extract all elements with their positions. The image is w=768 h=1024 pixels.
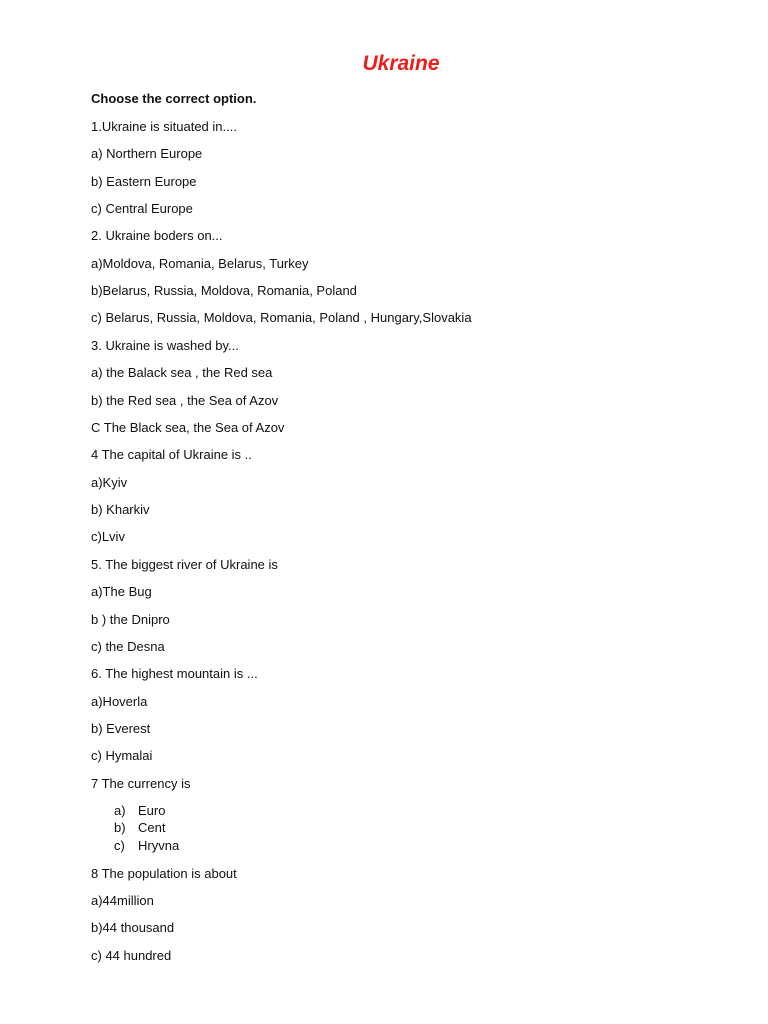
- option: c) the Desna: [91, 639, 165, 654]
- option: a)Hoverla: [91, 694, 148, 709]
- option: b)44 thousand: [91, 920, 175, 935]
- list-marker: c): [114, 838, 125, 853]
- option-text: Hryvna: [138, 838, 180, 853]
- question-8: 8 The population is about: [91, 866, 237, 881]
- option: b) Eastern Europe: [91, 174, 197, 189]
- option: a) Northern Europe: [91, 146, 203, 161]
- page-title: Ukraine: [362, 52, 440, 75]
- question-5: 5. The biggest river of Ukraine is: [91, 557, 278, 572]
- option: a) the Balack sea , the Red sea: [91, 365, 273, 380]
- list-item: [114, 802, 165, 820]
- question-7: 7 The currency is: [91, 776, 191, 791]
- option-text: Euro: [138, 803, 166, 818]
- option: a)44million: [91, 893, 154, 908]
- option: b ) the Dnipro: [91, 612, 170, 627]
- option: c) Hymalai: [91, 748, 153, 763]
- list-item: [114, 819, 165, 837]
- list-item: [114, 837, 179, 855]
- option-text: Cent: [138, 820, 166, 835]
- option: c)Lviv: [91, 529, 125, 544]
- option: a)The Bug: [91, 584, 152, 599]
- question-6: 6. The highest mountain is ...: [91, 666, 258, 681]
- option: c) Central Europe: [91, 201, 193, 216]
- option: C The Black sea, the Sea of Azov: [91, 420, 285, 435]
- question-2: 2. Ukraine boders on...: [91, 228, 223, 243]
- option: b) Kharkiv: [91, 502, 150, 517]
- question-1: 1.Ukraine is situated in....: [91, 119, 237, 134]
- option: b) Everest: [91, 721, 151, 736]
- option: a)Moldova, Romania, Belarus, Turkey: [91, 256, 309, 271]
- option: b)Belarus, Russia, Moldova, Romania, Poland: [91, 283, 357, 298]
- question-3: 3. Ukraine is washed by...: [91, 338, 239, 353]
- instruction: Choose the correct option.: [91, 91, 257, 106]
- list-marker: a): [114, 803, 126, 818]
- question-4: 4 The capital of Ukraine is ..: [91, 447, 252, 462]
- list-marker: b): [114, 820, 126, 835]
- option: b) the Red sea , the Sea of Azov: [91, 393, 279, 408]
- option: a)Kyiv: [91, 475, 128, 490]
- option: c) Belarus, Russia, Moldova, Romania, Poland , Hungary,Slovakia: [91, 310, 472, 325]
- option: c) 44 hundred: [91, 948, 172, 963]
